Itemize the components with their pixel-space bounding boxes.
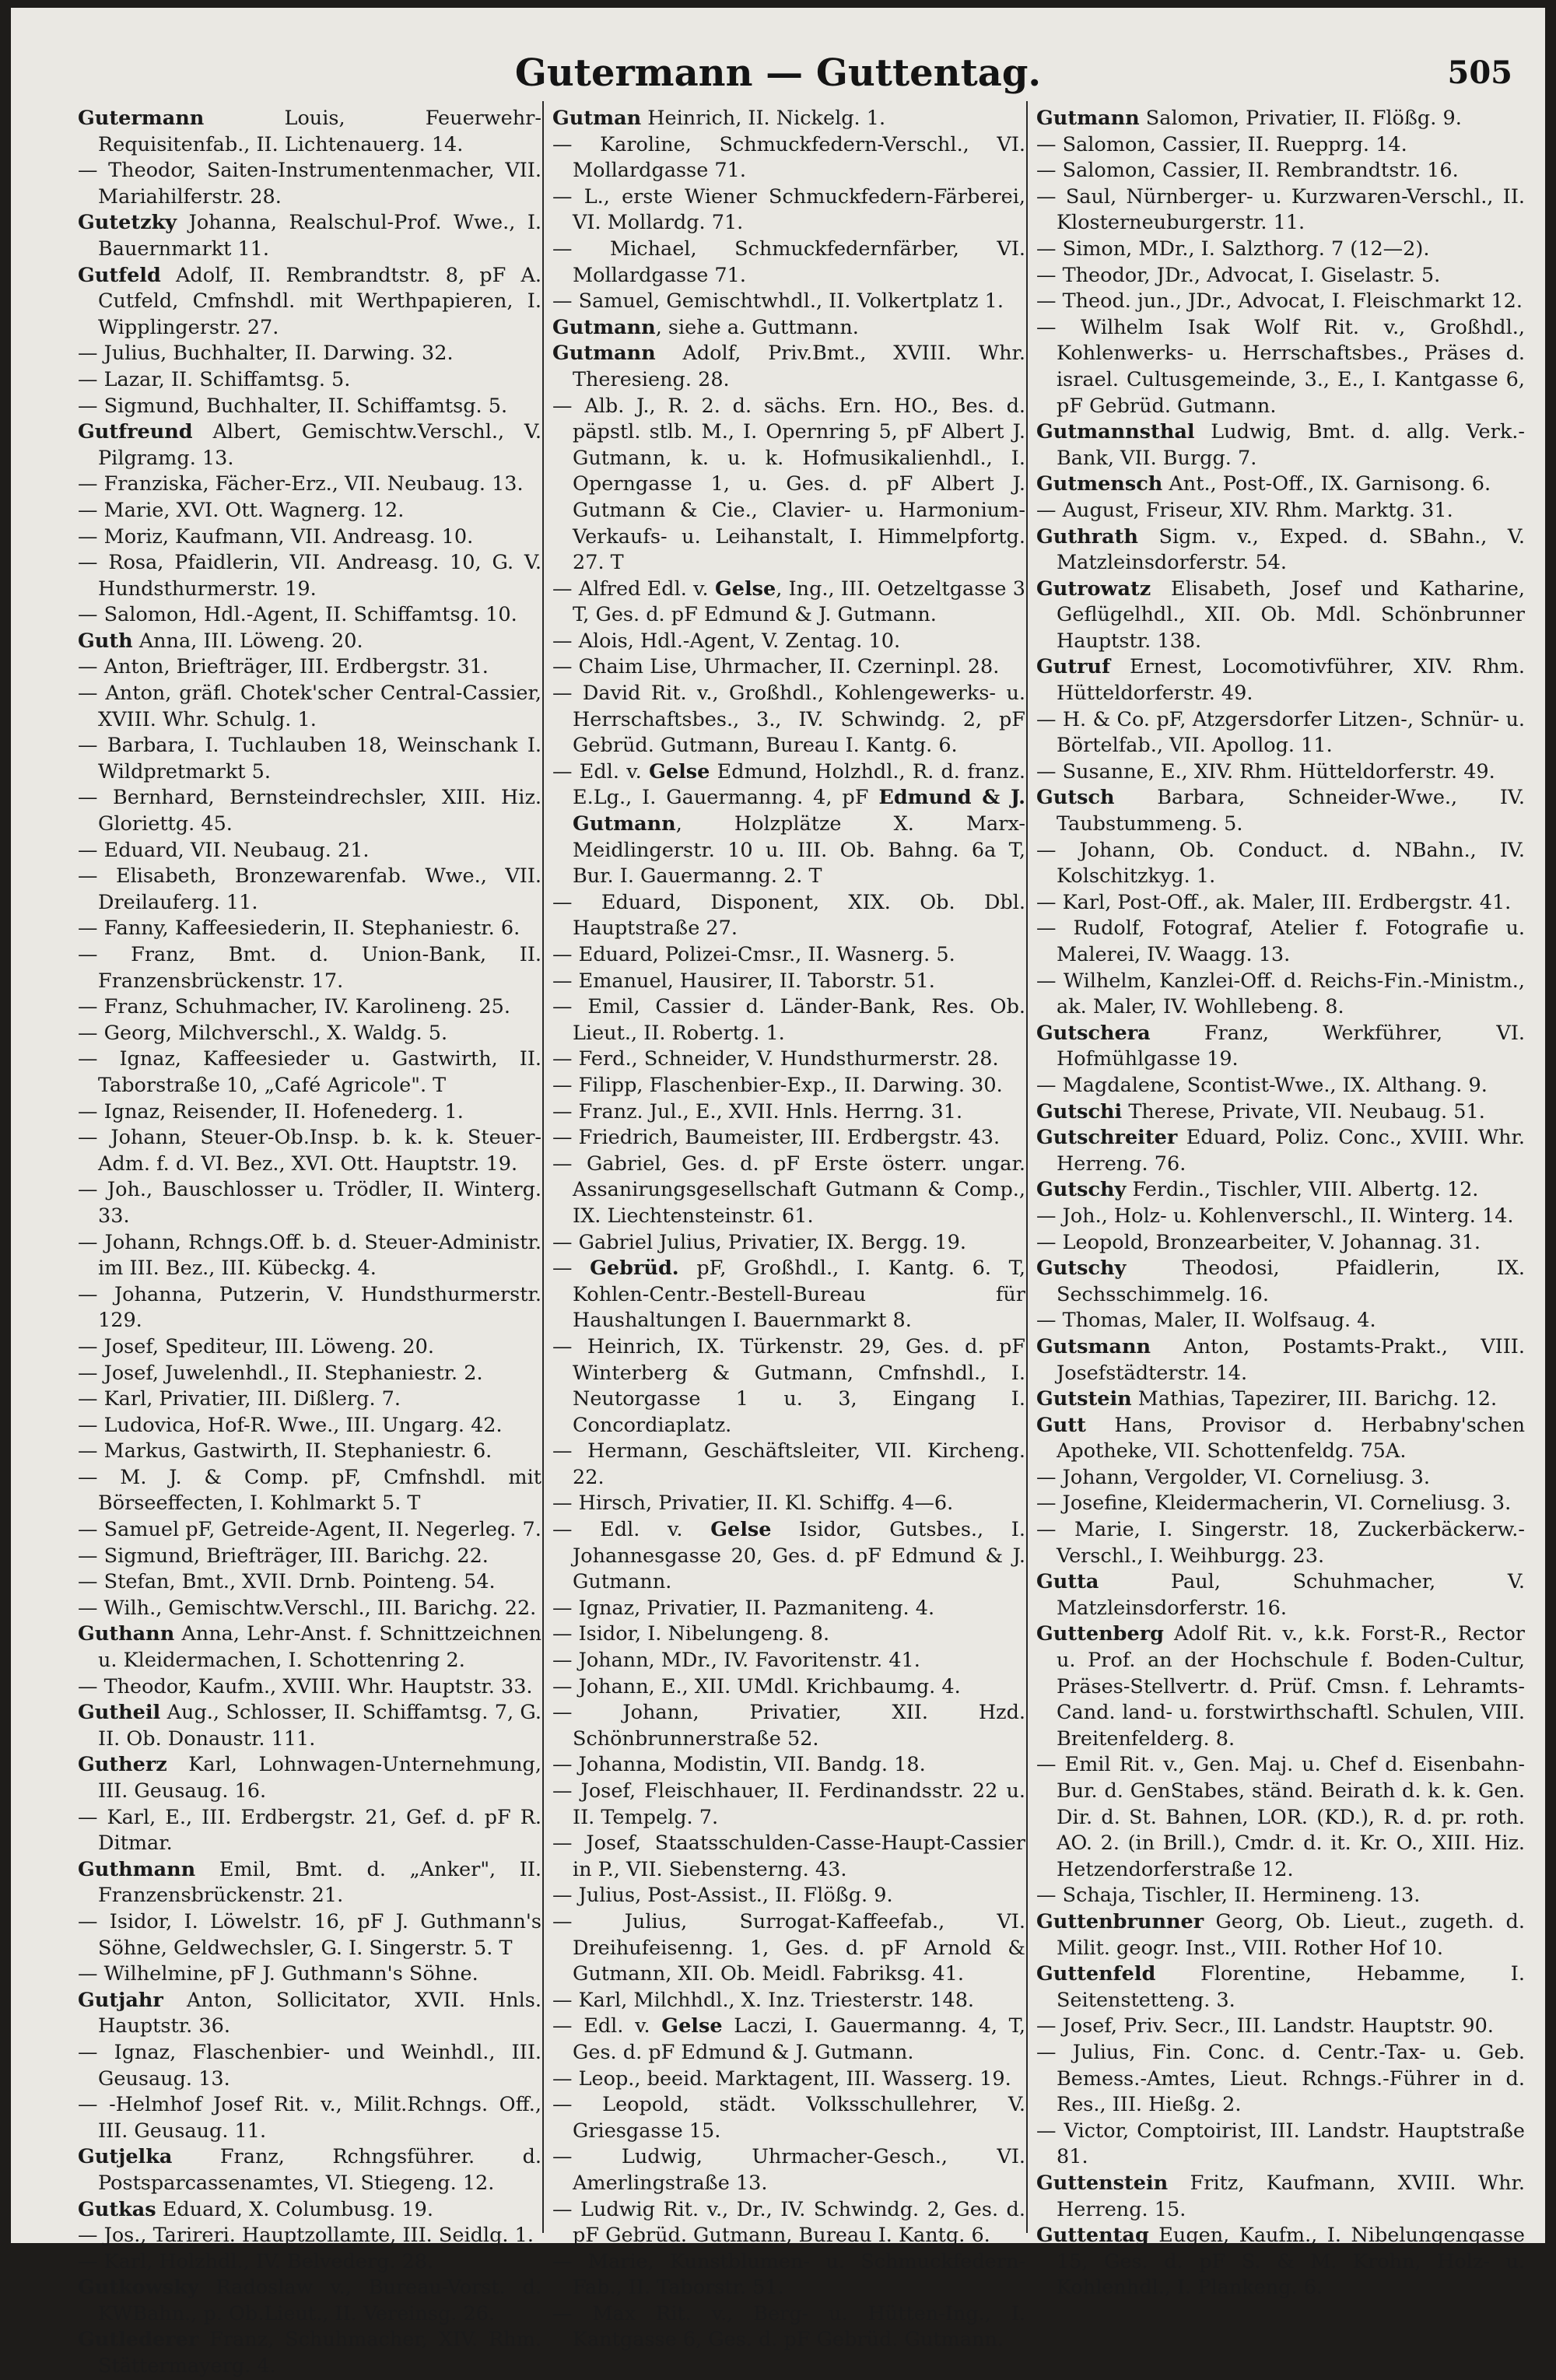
directory-entry: — Rudolf, Fotograf, Atelier f. Fotografie u. Malerei, IV. Waagg. 13. xyxy=(1036,917,1525,966)
directory-entry: Gutermann Louis, Feuerwehr-Requisitenfab., II. Lichtenauerg. 14. xyxy=(78,107,541,156)
directory-entry: — Josef, Staatsschulden-Casse-Haupt-Cassier in P., VII. Siebensterng. 43. xyxy=(552,1831,1025,1881)
directory-entry: — Stefan, Bmt., XVII. Drnb. Pointeng. 54. xyxy=(78,1570,496,1594)
directory-entry: — Johann, E., XII. UMdl. Krichbaumg. 4. xyxy=(552,1674,961,1698)
directory-entry: — Bernhard, Bernsteindrechsler, XIII. Hiz. Gloriettg. 45. xyxy=(78,786,541,836)
directory-entry: — Franz, Schuhmacher, IV. Karolineng. 25. xyxy=(78,995,510,1019)
directory-entry: — Leopold, städt. Volksschullehrer, V. Griesgasse 15. xyxy=(552,2093,1025,2143)
directory-entry: — August, Friseur, XIV. Rhm. Marktg. 31. xyxy=(1036,498,1453,522)
directory-entry: Gutfreund Albert, Gemischtw.Verschl., V. Pilgramg. 13. xyxy=(78,420,541,470)
directory-entry: — Thomas, Maler, II. Wolfsaug. 4. xyxy=(1036,1309,1376,1333)
directory-entry: Gutetzky Johanna, Realschul-Prof. Wwe., I. Bauernmarkt 11. xyxy=(78,211,541,261)
directory-entry: — Leopold, Bronzearbeiter, V. Johannag. 31. xyxy=(1036,1230,1481,1254)
directory-entry: — Franz. Jul., E., XVII. Hnls. Herrng. 31. xyxy=(552,1099,963,1123)
directory-entry: — Samuel pF, Getreide-Agent, II. Negerleg. 7. xyxy=(78,1518,541,1542)
directory-entry: Gutschera Franz, Werkführer, VI. Hofmühlgasse 19. xyxy=(1036,1021,1525,1071)
directory-entry: Guttenfeld Florentine, Hebamme, I. Seitenstetteng. 3. xyxy=(1036,1962,1525,2012)
directory-entry: Gutlederer Franz, Schuhmacher, XIV. Rhm. Stättermayerg. 4. xyxy=(78,2328,541,2378)
directory-entry: — M. J. & Comp. pF, Cmfnshdl. mit Börseeffecten, I. Kohlmarkt 5. T xyxy=(78,1465,541,1516)
directory-entry: — Joh., Holz- u. Kohlenverschl., II. Winterg. 14. xyxy=(1036,1204,1514,1228)
directory-entry: — Schaja, Tischler, II. Hermineng. 13. xyxy=(1036,1884,1421,1908)
directory-entry: — Georg, Milchverschl., X. Waldg. 5. xyxy=(78,1021,448,1045)
column-1 xyxy=(78,106,541,2378)
directory-entry: Gutrowatz Elisabeth, Josef und Katharine, Geflügelhdl., XII. Ob. Mdl. Schönbrunner Hauptstr. 138. xyxy=(1036,577,1525,653)
directory-entry: — Johann, MDr., IV. Favoritenstr. 41. xyxy=(552,1649,920,1673)
directory-entry: — Karoline, Schmuckfedern-Verschl., VI. Mollardgasse 71. xyxy=(552,132,1025,183)
directory-entry: Gutjelka Franz, Rchngsführer. d. Postsparcassenamtes, VI. Stiegeng. 12. xyxy=(78,2145,541,2195)
directory-entry: — Markus, Gastwirth, II. Stephaniestr. 6. xyxy=(78,1439,492,1463)
directory-entry: — L., erste Wiener Schmuckfedern-Färberei, VI. Mollardg. 71. xyxy=(552,184,1025,235)
directory-entry: — Magdalene, Scontist-Wwe., IX. Althang. 9. xyxy=(1036,1073,1488,1097)
directory-entry: — Marie, XVI. Ott. Wagnerg. 12. xyxy=(78,498,405,522)
directory-entry: — Julius, Buchhalter, II. Darwing. 32. xyxy=(78,342,454,366)
directory-entry: — Ferd., Schneider, V. Hundsthurmerstr. 28. xyxy=(552,1047,999,1071)
directory-entry: — Eduard, Disponent, XIX. Ob. Dbl. Hauptstraße 27. xyxy=(552,890,1025,941)
directory-entry: — Simon, MDr., I. Salzthorg. 7 (12—2). xyxy=(1036,237,1430,261)
directory-entry: — Johann, Vergolder, VI. Corneliusg. 3. xyxy=(1036,1465,1431,1489)
directory-entry: — Ignaz, Flaschenbier- und Weinhdl., III. Geusaug. 13. xyxy=(78,2040,541,2091)
directory-entry: Gutstein Mathias, Tapezirer, III. Barichg. 12. xyxy=(1036,1387,1498,1411)
directory-entry: Gutherz Karl, Lohnwagen-Unternehmung, III. Geusaug. 16. xyxy=(78,1753,541,1803)
directory-entry: Guttenberg Adolf Rit. v., k.k. Forst-R., Rector u. Prof. an der Hochschule f. Boden-Cultur, Präses-Stellvertr. d. Prüf. Cmsn. f. Lehramts-Cand. land- u. forstwirthschaftl. Schulen, VIII. Breitenfelderg. 8. xyxy=(1036,1622,1525,1751)
directory-entry: Gutruf Ernest, Locomotivführer, XIV. Rhm. Hütteldorferstr. 49. xyxy=(1036,655,1525,706)
directory-entry: Guthmann Emil, Bmt. d. „Anker", II. Franzensbrückenstr. 21. xyxy=(78,1857,541,1908)
directory-entry: — Marie, Kunstblumen- u. Schmuckfedern-Fab., II. Taborstr. 51. xyxy=(552,2249,1025,2300)
directory-entry: — Julius, Post-Assist., II. Flößg. 9. xyxy=(552,1884,893,1908)
directory-entry: — Rosa, Pfaidlerin, VII. Andreasg. 10, G. V. Hundsthurmerstr. 19. xyxy=(78,551,541,601)
directory-entry: Gutheil Aug., Schlosser, II. Schiffamtsg. 7, G. II. Ob. Donaustr. 111. xyxy=(78,1701,541,1751)
directory-entry: — Alfred Edl. v. Gelse, Ing., III. Oetzeltgasse 3 T, Ges. d. pF Edmund & J. Gutmann. xyxy=(552,577,1025,627)
directory-entry: — Johanna, Putzerin, V. Hundsthurmerstr. 129. xyxy=(78,1282,541,1333)
directory-entry: — Ludwig, Uhrmacher-Gesch., VI. Amerlingstraße 13. xyxy=(552,2145,1025,2195)
directory-entry: — Alois, Hdl.-Agent, V. Zentag. 10. xyxy=(552,629,901,653)
directory-entry: Gutmann Salomon, Privatier, II. Flößg. 9. xyxy=(1036,107,1462,130)
directory-entry: — Ignaz, Privatier, II. Pazmaniteng. 4. xyxy=(552,1596,935,1620)
directory-entry: — Victor, Comptoirist, III. Landstr. Hauptstraße 81. xyxy=(1036,2119,1525,2169)
columns xyxy=(78,106,1525,2378)
directory-entry: — Eduard, VII. Neubaug. 21. xyxy=(78,838,370,862)
directory-entry: — Gabriel, Ges. d. pF Erste österr. ungar. Assanirungsgesellschaft Gutmann & Comp., IX. Liechtensteinstr. 61. xyxy=(552,1151,1025,1228)
directory-entry: Gutman Heinrich, II. Nickelg. 1. xyxy=(552,107,886,130)
directory-entry: — Fanny, Kaffeesiederin, II. Stephaniestr. 6. xyxy=(78,917,520,941)
directory-entry: Guttenbrunner Georg, Ob. Lieut., zugeth. d. Milit. geogr. Inst., VIII. Rother Hof 10. xyxy=(1036,1909,1525,1960)
directory-entry: — Anton, gräfl. Chotek'scher Central-Cassier, XVIII. Whr. Schulg. 1. xyxy=(78,682,541,731)
directory-entry: — Emil, Cassier d. Länder-Bank, Res. Ob. Lieut., II. Robertg. 1. xyxy=(552,995,1025,1045)
directory-entry: — Karl, Milchhdl., X. Inz. Triesterstr. 148. xyxy=(552,1988,975,2012)
directory-entry: — Edl. v. Gelse Laczi, I. Gauermanng. 4, T, Ges. d. pF Edmund & J. Gutmann. xyxy=(552,2014,1025,2064)
directory-entry: — -Helmhof Josef Rit. v., Milit.Rchngs. Off., III. Geusaug. 11. xyxy=(78,2093,541,2143)
directory-entry: — Johann, Privatier, XII. Hzd. Schönbrunnerstraße 52. xyxy=(552,1701,1025,1751)
page-number: 505 xyxy=(1447,54,1512,91)
directory-entry: — Josef, Priv. Secr., III. Landstr. Hauptstr. 90. xyxy=(1036,2014,1494,2038)
directory-entry: Gutschy Theodosi, Pfaidlerin, IX. Sechsschimmelg. 16. xyxy=(1036,1257,1525,1306)
directory-entry: — Theodor, Kaufm., XVIII. Whr. Hauptstr. 33. xyxy=(78,1674,533,1698)
directory-entry: — Jos., Tarireri. Hauptzollamte, III. Seidlg. 1. xyxy=(78,2224,534,2248)
directory-entry: Gutschi Therese, Private, VII. Neubaug. 51. xyxy=(1036,1099,1485,1123)
directory-entry: — Josef, Spediteur, III. Löweng. 20. xyxy=(78,1334,434,1358)
directory-entry: Gutkas Eduard, X. Columbusg. 19. xyxy=(78,2197,433,2221)
directory-entry: — Ignaz, Kaffeesieder u. Gastwirth, II. Taborstraße 10, „Café Agricole". T xyxy=(78,1047,541,1097)
directory-entry: — Karl, Holzhdl., IV. Belvederg. 28. xyxy=(78,2249,434,2273)
directory-entry: — Karl, Post-Off., ak. Maler, III. Erdbergstr. 41. xyxy=(1036,890,1512,914)
directory-entry: Guttenstein Fritz, Kaufmann, XVIII. Whr. Herreng. 15. xyxy=(1036,2171,1525,2221)
directory-entry: — Lazar, II. Schiffamtsg. 5. xyxy=(78,367,351,391)
directory-entry: — Johanna, Modistin, VII. Bandg. 18. xyxy=(552,1753,926,1777)
directory-entry: — Edl. v. Gelse Edmund, Holzhdl., R. d. franz. E.Lg., I. Gauermanng. 4, pF Edmund & J. Gutmann, Holzplätze X. Marx-Meidlingerstr. 10 u. III. Ob. Bahng. 6a T, Bur. I. Gauermanng. 2. T xyxy=(552,759,1025,889)
directory-entry: Gutmann, siehe a. Guttmann. xyxy=(552,315,859,339)
directory-entry: — Marie, I. Singerstr. 18, Zuckerbäckerw.-Verschl., I. Weihburgg. 23. xyxy=(1036,1518,1525,1568)
directory-entry: Gutmensch Ant., Post-Off., IX. Garnisong. 6. xyxy=(1036,472,1491,496)
directory-entry: — Barbara, I. Tuchlauben 18, Weinschank I. Wildpretmarkt 5. xyxy=(78,734,541,783)
directory-entry: — Karl, E., III. Erdbergstr. 21, Gef. d. pF R. Ditmar. xyxy=(78,1805,541,1856)
directory-entry: Guth Anna, III. Löweng. 20. xyxy=(78,629,363,653)
directory-entry: — Wilh., Gemischtw.Verschl., III. Barichg. 22. xyxy=(78,1596,537,1620)
directory-entry: Gutkowsky Radoslaw v., Bureau-Vorst. d. KWBahn., p. Ob.Lieut., II. Vereinsg. 26. xyxy=(78,2276,541,2326)
directory-entry: — Gebrüd. pF, Großhdl., I. Kantg. 6. T, Kohlen-Centr.-Bestell-Bureau für Haushaltungen I. Bauernmarkt 8. xyxy=(552,1257,1025,1333)
directory-entry: — Eduard, Polizei-Cmsr., II. Wasnerg. 5. xyxy=(552,943,955,966)
directory-entry: — Friedrich, Baumeister, III. Erdbergstr. 43. xyxy=(552,1126,1001,1150)
directory-entry: — Theodor, Saiten-Instrumentenmacher, VII. Mariahilferstr. 28. xyxy=(78,159,541,209)
directory-entry: — Josef, Juwelenhdl., II. Stephaniestr. 2. xyxy=(78,1361,483,1385)
directory-entry: — Susanne, E., XIV. Rhm. Hütteldorferstr. 49. xyxy=(1036,759,1495,783)
directory-entry: — Josef, Fleischhauer, II. Ferdinandsstr. 22 u. II. Tempelg. 7. xyxy=(552,1779,1025,1829)
directory-entry: — David Rit. v., Großhdl., Kohlengewerks- u. Herrschaftsbes., 3., IV. Schwindg. 2, pF Gebrüd. Gutmann, Bureau I. Kantg. 6. xyxy=(552,682,1025,758)
directory-entry: Gutt Hans, Provisor d. Herbabny'schen Apotheke, VII. Schottenfeldg. 75A. xyxy=(1036,1413,1525,1463)
directory-entry: Gutsmann Anton, Postamts-Prakt., VIII. Josefstädterstr. 14. xyxy=(1036,1334,1525,1385)
directory-entry: — Ludovica, Hof-R. Wwe., III. Ungarg. 42. xyxy=(78,1413,503,1437)
column-2 xyxy=(552,106,1025,2352)
directory-page xyxy=(11,8,1545,2378)
directory-entry: — Michael, Schmuckfedernfärber, VI. Mollardgasse 71. xyxy=(552,237,1025,287)
page-header xyxy=(11,50,1545,96)
directory-entry: Guttentag Eugen, Kaufm., I. Nibelungengasse 15, Ges. d. pF S. & M. Krohn, Holz- u. Kohlenhdl., I. Plankeng. 6. xyxy=(1036,2224,1525,2300)
directory-entry: Gutschreiter Eduard, Poliz. Conc., XVIII. Whr. Herreng. 76. xyxy=(1036,1126,1525,1176)
directory-entry: — Hirsch, Privatier, II. Kl. Schiffg. 4—6. xyxy=(552,1491,954,1516)
directory-entry: — Theod. jun., JDr., Advocat, I. Fleischmarkt 12. xyxy=(1036,289,1523,314)
directory-entry: — Salomon, Cassier, II. Rembrandtstr. 16. xyxy=(1036,159,1459,183)
directory-entry: Gutschy Ferdin., Tischler, VIII. Albertg. 12. xyxy=(1036,1178,1479,1202)
directory-entry: — Johann, Rchngs.Off. b. d. Steuer-Administr. im III. Bez., III. Kübeckg. 4. xyxy=(78,1230,541,1281)
directory-entry: — Franziska, Fächer-Erz., VII. Neubaug. 13. xyxy=(78,472,524,496)
directory-entry: — Max Rit. v., Berg- u. Hütten-Ing., I. Kantgasse 6, Ges. d. pF Gebrüd. Gutmann. xyxy=(552,2301,1025,2352)
directory-entry: — Filipp, Flaschenbier-Exp., II. Darwing. 30. xyxy=(552,1073,1003,1097)
directory-entry: — Moriz, Kaufmann, VII. Andreasg. 10. xyxy=(78,524,474,549)
directory-entry: — Saul, Nürnberger- u. Kurzwaren-Verschl., II. Klosterneuburgerstr. 11. xyxy=(1036,184,1525,235)
directory-entry: — Theodor, JDr., Advocat, I. Giselastr. 5. xyxy=(1036,263,1441,287)
directory-entry: — Julius, Fin. Conc. d. Centr.-Tax- u. Geb. Bemess.-Amtes, Lieut. Rchngs.-Führer in d. Res., III. Hießg. 2. xyxy=(1036,2040,1525,2117)
directory-entry: — Chaim Lise, Uhrmacher, II. Czerninpl. 28. xyxy=(552,655,1000,679)
directory-entry: — Elisabeth, Bronzewarenfab. Wwe., VII. Dreilauferg. 11. xyxy=(78,864,541,914)
directory-entry: — Wilhelm Isak Wolf Rit. v., Großhdl., Kohlenwerks- u. Herrschaftsbes., Präses d. israel. Cultusgemeinde, 3., E., I. Kantgasse 6, pF Gebrüd. Gutmann. xyxy=(1036,315,1525,418)
directory-entry: Guthrath Sigm. v., Exped. d. SBahn., V. Matzleinsdorferstr. 54. xyxy=(1036,524,1525,575)
directory-entry: — Heinrich, IX. Türkenstr. 29, Ges. d. pF Winterberg & Gutmann, Cmfnshdl., I. Neutorgasse 1 u. 3, Eingang I. Concordiaplatz. xyxy=(552,1334,1025,1437)
column-3 xyxy=(1036,106,1525,2300)
directory-entry: — Joh., Bauschlosser u. Trödler, II. Winterg. 33. xyxy=(78,1178,541,1228)
directory-entry: Gutmann Adolf, Priv.Bmt., XVIII. Whr. Theresieng. 28. xyxy=(552,342,1025,391)
directory-entry: — Wilhelm, Kanzlei-Off. d. Reichs-Fin.-Ministm., ak. Maler, IV. Wohllebeng. 8. xyxy=(1036,969,1525,1019)
directory-entry: — Samuel, Gemischtwhdl., II. Volkertplatz 1. xyxy=(552,289,1004,314)
directory-entry: — Johann, Steuer-Ob.Insp. b. k. k. Steuer-Adm. f. d. VI. Bez., XVI. Ott. Hauptstr. 19. xyxy=(78,1126,541,1176)
directory-entry: — Sigmund, Buchhalter, II. Schiffamtsg. 5. xyxy=(78,394,508,418)
directory-entry: Gutta Paul, Schuhmacher, V. Matzleinsdorferstr. 16. xyxy=(1036,1570,1525,1620)
directory-entry: — Franz, Bmt. d. Union-Bank, II. Franzensbrückenstr. 17. xyxy=(78,943,541,993)
directory-entry: — Josefine, Kleidermacherin, VI. Corneliusg. 3. xyxy=(1036,1491,1512,1516)
directory-entry: — Isidor, I. Nibelungeng. 8. xyxy=(552,1622,830,1646)
directory-entry: — Hermann, Geschäftsleiter, VII. Kircheng. 22. xyxy=(552,1439,1025,1489)
directory-entry: — Salomon, Hdl.-Agent, II. Schiffamtsg. 10. xyxy=(78,603,517,627)
directory-entry: — Isidor, I. Löwelstr. 16, pF J. Guthmann's Söhne, Geldwechsler, G. I. Singerstr. 5. T xyxy=(78,1909,541,1960)
running-title: Gutermann — Guttentag. xyxy=(514,51,1042,95)
directory-entry: — Gabriel Julius, Privatier, IX. Bergg. 19. xyxy=(552,1230,966,1254)
directory-entry: — Edl. v. Gelse Isidor, Gutsbes., I. Johannesgasse 20, Ges. d. pF Edmund & J. Gutmann. xyxy=(552,1518,1025,1594)
directory-entry: — Anton, Briefträger, III. Erdbergstr. 31. xyxy=(78,655,489,679)
directory-entry: — Leop., beeid. Marktagent, III. Wasserg. 19. xyxy=(552,2066,1011,2091)
directory-entry: Gutmannsthal Ludwig, Bmt. d. allg. Verk.-Bank, VII. Burgg. 7. xyxy=(1036,420,1525,470)
directory-entry: — Alb. J., R. 2. d. sächs. Ern. HO., Bes. d. päpstl. stlb. M., I. Opernring 5, pF Albert J. Gutmann, k. u. k. Hofmusikalienhdl., I. Operngasse 1, u. Ges. d. pF Albert J. Gutmann & Cie., Clavier- u. Harmonium-Verkaufs- u. Leihanstalt, I. Himmelpfortg. 27. T xyxy=(552,394,1025,575)
directory-entry: Guthann Anna, Lehr-Anst. f. Schnittzeichnen u. Kleidermachen, I. Schottenring 2. xyxy=(78,1622,541,1673)
directory-entry: — Emil Rit. v., Gen. Maj. u. Chef d. Eisenbahn-Bur. d. GenStabes, ständ. Beirath d. k. k. Gen. Dir. d. St. Bahnen, LOR. (KD.), R. d. pr. roth. AO. 2. (in Brill.), Cmdr. d. it. Kr. O., XIII. Hiz. Hetzendorferstraße 12. xyxy=(1036,1753,1525,1881)
directory-entry: — Salomon, Cassier, II. Ruepprg. 14. xyxy=(1036,132,1407,156)
directory-entry: — Ludwig Rit. v., Dr., IV. Schwindg. 2, Ges. d. pF Gebrüd. Gutmann, Bureau I. Kantg. 6. xyxy=(552,2197,1025,2248)
directory-entry: — Sigmund, Briefträger, III. Barichg. 22. xyxy=(78,1544,489,1568)
directory-entry: — Johann, Ob. Conduct. d. NBahn., IV. Kolschitzkyg. 1. xyxy=(1036,838,1525,889)
directory-entry: — Wilhelmine, pF J. Guthmann's Söhne. xyxy=(78,1962,478,1986)
directory-entry: Gutfeld Adolf, II. Rembrandtstr. 8, pF A. Cutfeld, Cmfnshdl. mit Werthpapieren, I. Wipplingerstr. 27. xyxy=(78,263,541,339)
directory-entry: — Ignaz, Reisender, II. Hofenederg. 1. xyxy=(78,1099,464,1123)
directory-entry: — Karl, Privatier, III. Dißlerg. 7. xyxy=(78,1387,401,1411)
directory-entry: — H. & Co. pF, Atzgersdorfer Litzen-, Schnür- u. Börtelfab., VII. Apollog. 11. xyxy=(1036,707,1525,758)
directory-entry: Gutjahr Anton, Sollicitator, XVII. Hnls. Hauptstr. 36. xyxy=(78,1988,541,2038)
directory-entry: Gutsch Barbara, Schneider-Wwe., IV. Taubstummeng. 5. xyxy=(1036,786,1525,836)
directory-entry: — Emanuel, Hausirer, II. Taborstr. 51. xyxy=(552,969,935,993)
directory-entry: — Julius, Surrogat-Kaffeefab., VI. Dreihufeisenng. 1, Ges. d. pF Arnold & Gutmann, XII. Ob. Meidl. Fabriksg. 41. xyxy=(552,1909,1025,1986)
